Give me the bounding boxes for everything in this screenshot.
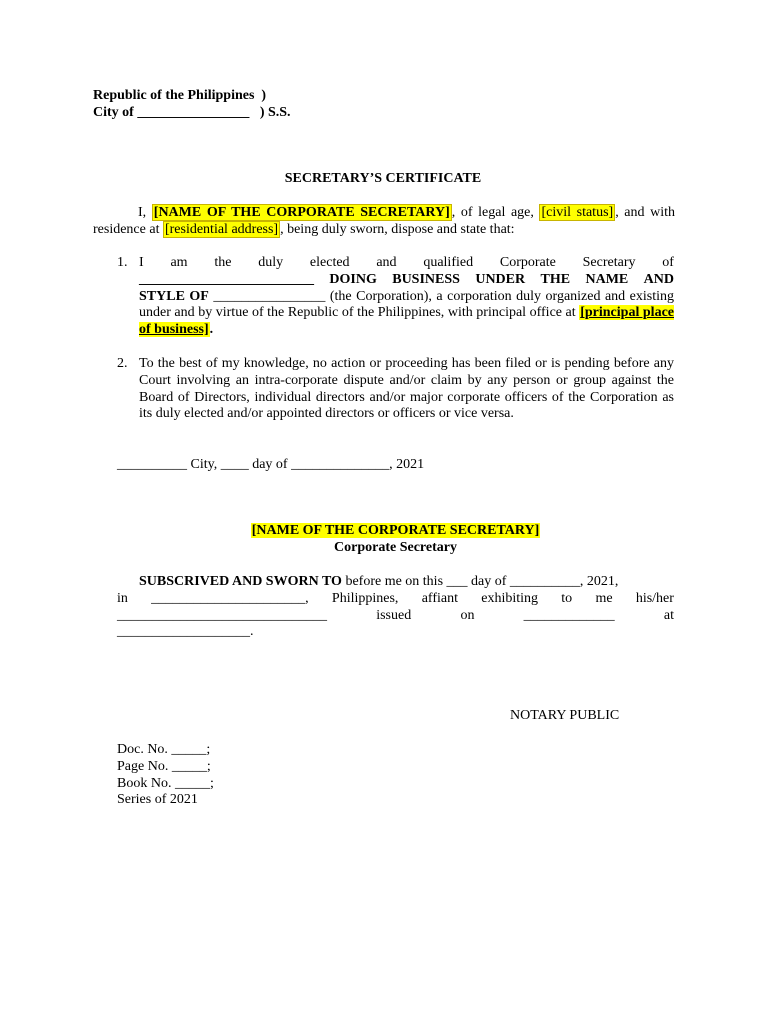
principal-place-placeholder: [principal place of business]: [139, 305, 674, 338]
word: of: [662, 255, 674, 270]
secretary-name-placeholder: [NAME OF THE CORPORATE SECRETARY]: [153, 205, 450, 220]
word: the: [214, 255, 232, 270]
item-1: [139, 255, 674, 339]
signatory-title: Corporate Secretary: [334, 539, 457, 555]
word: I: [139, 255, 144, 270]
word: _____________: [523, 607, 615, 623]
venue-line-2: City of ________________ ) S.S.: [93, 104, 291, 120]
intro-text-3: , and with residence at: [93, 205, 675, 237]
word: in: [117, 590, 128, 606]
item-1-line-2: [139, 272, 674, 289]
item-1-end: .: [209, 322, 214, 338]
word: qualified: [423, 255, 474, 270]
word: elected: [309, 255, 350, 270]
word: Philippines,: [331, 590, 399, 606]
page-no: Page No. _____;: [117, 758, 211, 774]
intro-paragraph: [93, 205, 675, 239]
word: AND: [643, 271, 674, 287]
word: duly: [258, 255, 284, 270]
book-no: Book No. _____;: [117, 775, 214, 791]
word: affiant: [421, 590, 458, 606]
word: at: [663, 607, 674, 623]
jurat-line-4: ___________________.: [117, 624, 254, 640]
jurat-text: before me on this ___ day of __________, 2021,: [341, 574, 619, 589]
word: ______________________________: [117, 607, 327, 623]
word: NAME: [585, 271, 629, 287]
word: me: [595, 590, 613, 606]
word: DOING: [329, 271, 377, 287]
style-of-label: STYLE OF: [139, 288, 209, 304]
word: UNDER: [475, 271, 526, 287]
word: and: [376, 255, 397, 270]
jurat-bold: SUBSCRIVED AND SWORN TO: [139, 574, 342, 589]
document-title: SECRETARY’S CERTIFICATE: [284, 171, 482, 186]
word: issued: [376, 607, 412, 623]
docket: [117, 742, 214, 809]
item-1-text: ________________ (the Corporation), a corporation duly organized and existing under and by virtue of the Republic of the Philippines, with principal office at: [139, 288, 675, 321]
doc-no: Doc. No. _____;: [117, 742, 211, 757]
item-1-line-1: [139, 255, 674, 272]
venue-line-1: Republic of the Philippines ): [93, 88, 267, 103]
jurat: [117, 574, 674, 641]
word: Secretary: [582, 255, 636, 270]
series: Series of 2021: [117, 792, 198, 808]
notary-public-label: NOTARY PUBLIC: [510, 708, 620, 723]
word: BUSINESS: [392, 271, 460, 287]
item-2-number: 2.: [117, 356, 128, 371]
signatory-block: [93, 523, 698, 557]
word: exhibiting: [481, 590, 539, 606]
jurat-line-2: [117, 591, 674, 608]
intro-text-1: I,: [138, 205, 152, 220]
civil-status-placeholder: [civil status]: [541, 205, 614, 220]
item-1-number: 1.: [117, 255, 128, 270]
word: his/her: [635, 590, 674, 606]
venue: [93, 88, 291, 122]
word: Corporate: [499, 255, 556, 270]
intro-text-4: , being duly sworn, dispose and state that:: [280, 221, 515, 237]
intro-text-2: , of legal age,: [451, 205, 540, 220]
word: on: [460, 607, 475, 623]
item-2: To the best of my knowledge, no action or proceeding has been filed or is pending before any Court involving an intra-corporate dispute and/or claim by any person or group against the Board of Directors, individual directors and/or major corporate officers of the Corporation as its duly elected and/or appointed directors or officers or vice versa.: [139, 356, 674, 422]
word: am: [170, 255, 188, 270]
corporation-name-blank: _________________________: [139, 271, 314, 287]
residential-address-placeholder: [residential address]: [164, 221, 279, 237]
item-1-rest: [139, 289, 674, 339]
jurat-line-3: [117, 608, 674, 625]
word: ______________________,: [151, 590, 309, 606]
jurat-line-1: [117, 574, 674, 591]
word: to: [561, 590, 573, 606]
signatory-name-placeholder: [NAME OF THE CORPORATE SECRETARY]: [251, 523, 540, 538]
date-line: __________ City, ____ day of ______________, 2021: [117, 457, 425, 472]
word: THE: [540, 271, 571, 287]
